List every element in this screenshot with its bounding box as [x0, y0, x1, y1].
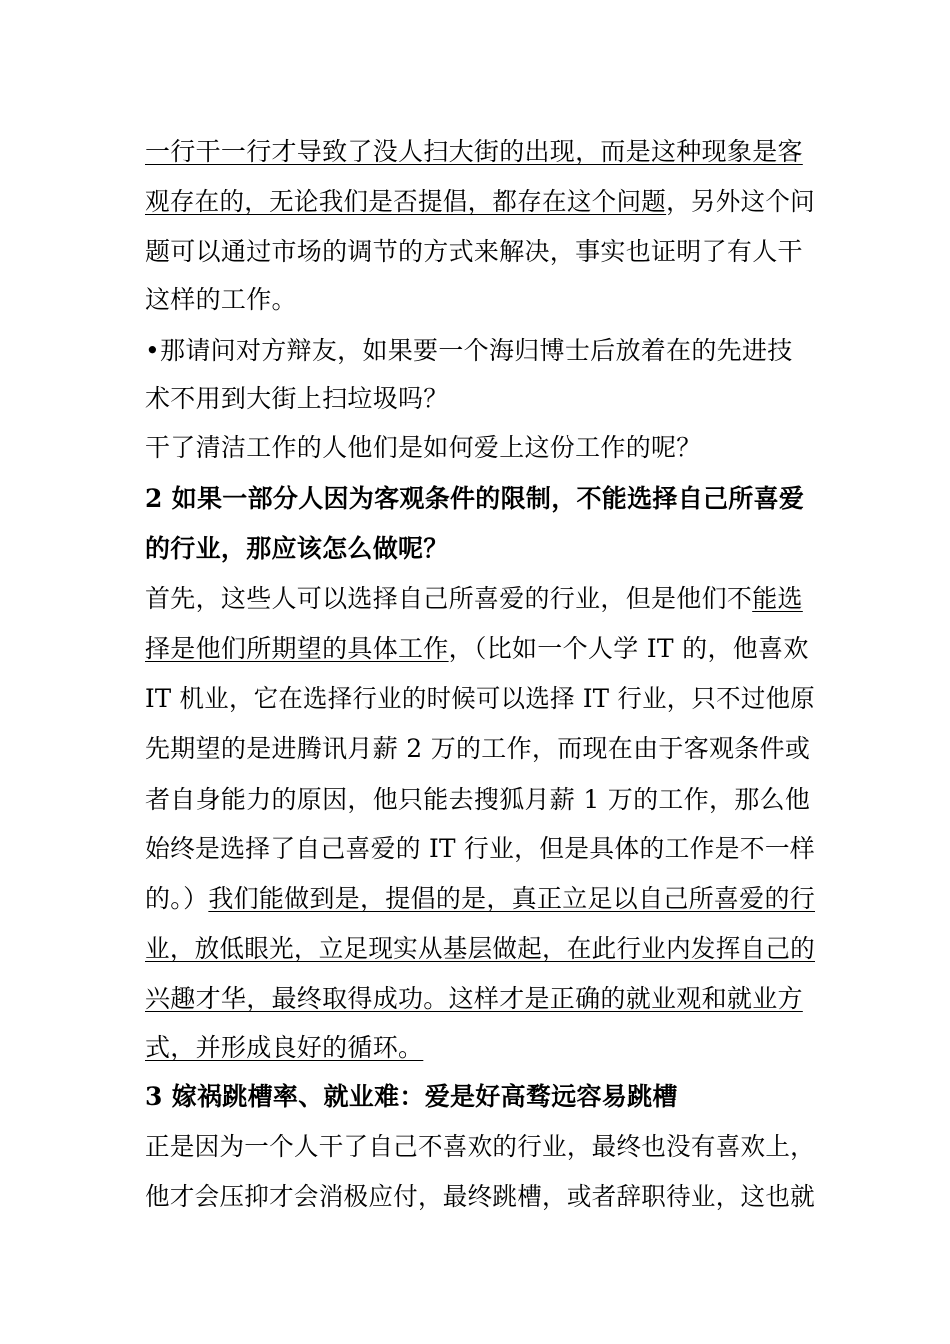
underlined-text: 一行干一行才导致了没人扫大街的出现，而是这种现象是客: [145, 137, 803, 166]
text-segment: 首先，这些人可以选择自己所喜爱的行业，但是他们不: [145, 584, 753, 613]
paragraph-line: [145, 237, 803, 267]
text-segment: 始终是选择了自己喜爱的 IT 行业，但是具体的工作是不一样: [145, 834, 816, 863]
text-segment: 3 嫁祸跳槽率、就业难：爱是好高骛远容易跳槽: [145, 1082, 678, 1111]
heading-line: [145, 484, 804, 514]
text-segment: 的行业，那应该怎么做呢？: [145, 534, 449, 563]
paragraph-line: [145, 336, 793, 366]
underlined-text: 式，并形成良好的循环。: [145, 1033, 424, 1062]
text-segment: 题可以通过市场的调节的方式来解决，事实也证明了有人干: [145, 237, 803, 266]
text-segment: 干了清洁工作的人他们是如何爱上这份工作的呢？: [145, 433, 702, 462]
paragraph-line: [145, 834, 815, 864]
text-segment: 他才会压抑才会消极应付，最终跳槽，或者辞职待业，这也就: [145, 1182, 815, 1211]
text-segment: ，另外这个问: [666, 187, 816, 216]
underlined-text: 观存在的，无论我们是否提倡，都存在这个问题: [145, 187, 667, 216]
text-segment: 正是因为一个人干了自己不喜欢的行业，最终也没有喜欢上，: [145, 1132, 815, 1161]
text-segment: 这样的工作。: [145, 285, 297, 314]
paragraph-line: [145, 734, 810, 764]
underlined-text: 能选: [752, 584, 803, 613]
paragraph-line: [145, 187, 815, 217]
underlined-text: 业，放低眼光，立足现实从基层做起，在此行业内发挥自己的: [145, 934, 815, 963]
text-segment: 的。）: [145, 884, 209, 913]
text-segment: IT 机业，它在选择行业的时候可以选择 IT 行业，只不过他原: [145, 684, 815, 713]
underlined-text: 兴趣才华，最终取得成功。这样才是正确的就业观和就业方: [145, 984, 803, 1013]
underlined-text: 择是他们所期望的具体工作: [145, 634, 449, 663]
text-segment: 术不用到大街上扫垃圾吗？: [145, 384, 449, 413]
underlined-text: 我们能做到是，提倡的是，真正立足以自己所喜爱的行: [208, 884, 816, 913]
paragraph-line: [145, 1033, 423, 1063]
paragraph-line: [145, 285, 297, 315]
text-segment: ，（比如一个人学 IT 的，他喜欢: [448, 634, 809, 663]
text-segment: 先期望的是进腾讯月薪 2 万的工作，而现在由于客观条件或: [145, 734, 811, 763]
paragraph-line: [145, 1132, 815, 1162]
paragraph-line: [145, 785, 810, 815]
paragraph-line: [145, 984, 803, 1014]
heading-line: [145, 1082, 678, 1112]
paragraph-line: [145, 384, 449, 414]
paragraph-line: [145, 934, 815, 964]
heading-line: [145, 534, 449, 564]
text-segment: 者自身能力的原因，他只能去搜狐月薪 1 万的工作，那么他: [145, 785, 811, 814]
text-segment: •那请问对方辩友，如果要一个海归博士后放着在的先进技: [145, 336, 793, 365]
paragraph-line: [145, 634, 809, 664]
paragraph-line: [145, 433, 702, 463]
paragraph-line: [145, 1182, 815, 1212]
paragraph-line: [145, 584, 803, 614]
paragraph-line: [145, 137, 803, 167]
paragraph-line: [145, 884, 815, 914]
paragraph-line: [145, 684, 815, 714]
text-segment: 2 如果一部分人因为客观条件的限制，不能选择自己所喜爱: [145, 484, 805, 513]
